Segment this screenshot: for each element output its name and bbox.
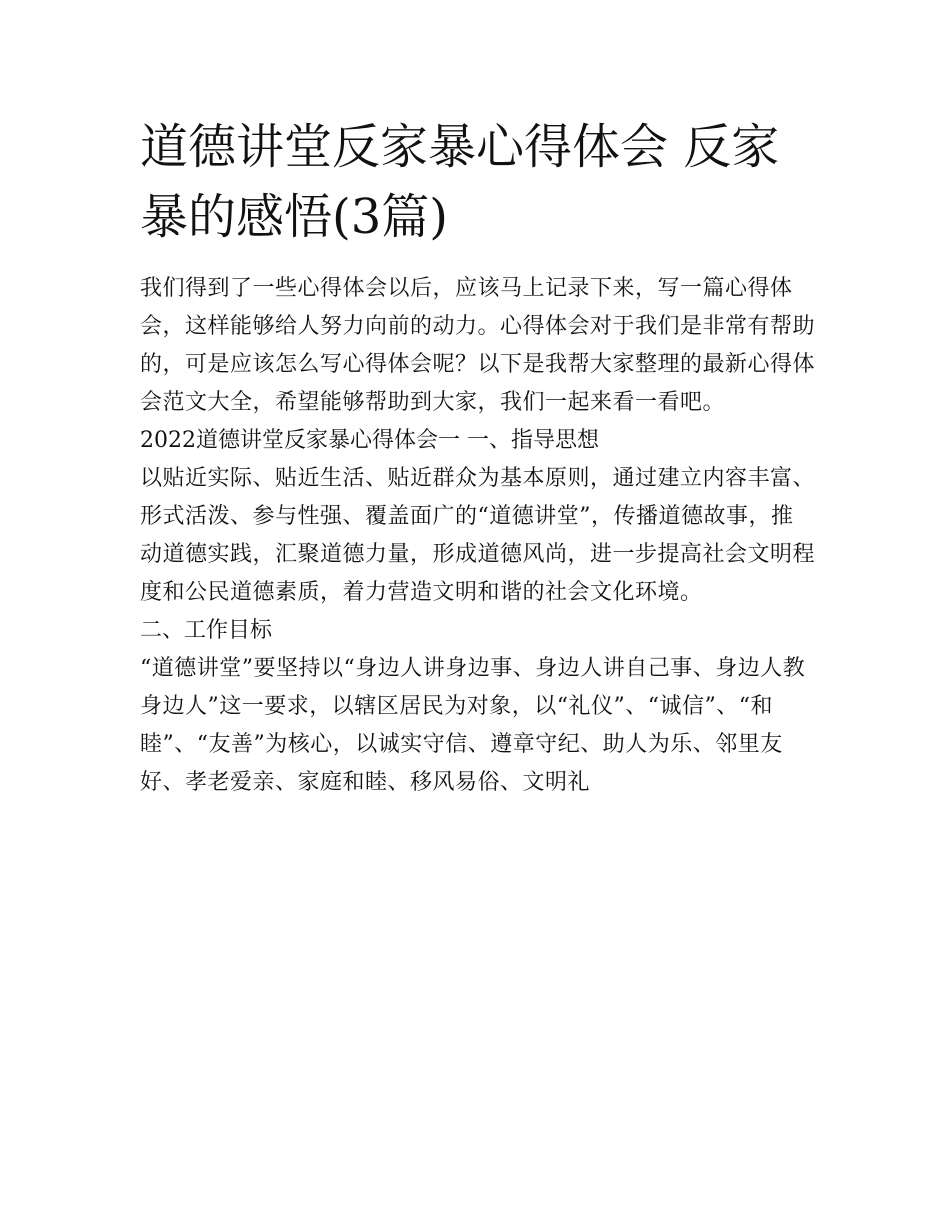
goal-paragraph: “道德讲堂”要坚持以“身边人讲身边事、身边人讲自己事、身边人教身边人”这一要求，以辖区居民为对象，以“礼仪”、“诚信”、“和睦”、“友善”为核心，以诚实守信、遵章守纪、助人为乐、邻里友好、孝老爱亲、家庭和睦、移风易俗、文明礼	[140, 656, 806, 795]
guiding-paragraph: 以贴近实际、贴近生活、贴近群众为基本原则，通过建立内容丰富、形式活泼、参与性强、覆盖面广的“道德讲堂”，传播道德故事，推动道德实践，汇聚道德力量，形成道德风尚，进一步提高社会文明程度和公民道德素质，着力营造文明和谐的社会文化环境。	[140, 466, 816, 605]
document-page	[140, 112, 815, 802]
section-heading: 2022道德讲堂反家暴心得体会一 一、指导思想	[140, 428, 599, 453]
document-title: 道德讲堂反家暴心得体会 反家暴的感悟(3篇)	[140, 119, 780, 245]
intro-paragraph: 我们得到了一些心得体会以后，应该马上记录下来，写一篇心得体会，这样能够给人努力向前的动力。心得体会对于我们是非常有帮助的，可是应该怎么写心得体会呢？以下是我帮大家整理的最新心得体会范文大全，希望能够帮助到大家，我们一起来看一看吧。	[140, 276, 816, 415]
goal-heading: 二、工作目标	[140, 618, 273, 643]
